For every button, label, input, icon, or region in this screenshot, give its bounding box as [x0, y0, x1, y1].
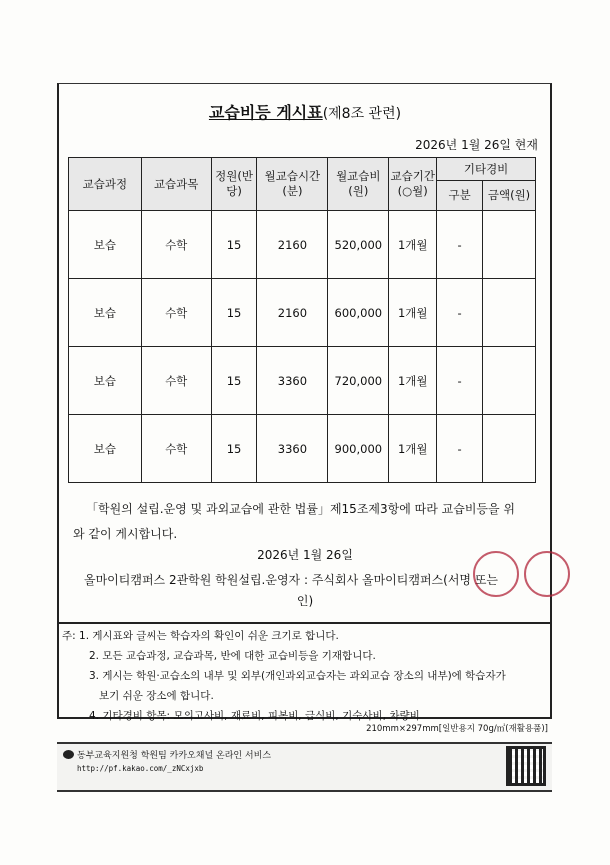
- header-monthly-fee: 월교습비(원): [328, 158, 389, 211]
- cell-category: -: [437, 211, 483, 279]
- cell-course: 보습: [69, 279, 142, 347]
- cell-category: -: [437, 415, 483, 483]
- cell-period: 1개월: [389, 347, 437, 415]
- cell-subject: 수학: [141, 279, 211, 347]
- cell-amount: [483, 347, 536, 415]
- cell-fee: 600,000: [328, 279, 389, 347]
- header-category: 구분: [437, 181, 483, 211]
- cell-course: 보습: [69, 211, 142, 279]
- cell-period: 1개월: [389, 211, 437, 279]
- official-seal-2: [524, 551, 570, 597]
- cell-hours: 2160: [257, 211, 328, 279]
- note-item: 1. 게시표와 글씨는 학습자의 확인이 쉬운 크기로 합니다.: [79, 630, 339, 642]
- cell-subject: 수학: [141, 415, 211, 483]
- header-course: 교습과정: [69, 158, 142, 211]
- cell-amount: [483, 415, 536, 483]
- statement-line-1: 「학원의 설립.운영 및 과외교습에 관한 법률」제15조제3항에 따라 교습비등을 위: [86, 502, 515, 516]
- cell-fee: 900,000: [328, 415, 389, 483]
- cell-subject: 수학: [141, 347, 211, 415]
- cell-hours: 3360: [257, 415, 328, 483]
- note-item: 2. 모든 교습과정, 교습과목, 반에 대한 교습비등을 기재합니다.: [89, 650, 376, 662]
- cell-capacity: 15: [211, 347, 257, 415]
- notes-label: 주:: [62, 630, 76, 642]
- table-row: [69, 211, 536, 279]
- title-sub: (제8조 관련): [322, 106, 402, 122]
- cell-hours: 3360: [257, 347, 328, 415]
- table-row: [69, 347, 536, 415]
- footer-banner: [57, 742, 552, 792]
- divider: [57, 622, 552, 624]
- header-capacity: 정원(반당): [211, 158, 257, 211]
- cell-capacity: 15: [211, 415, 257, 483]
- cell-category: -: [437, 347, 483, 415]
- table-row: [69, 279, 536, 347]
- official-seal: [473, 551, 519, 597]
- cell-fee: 520,000: [328, 211, 389, 279]
- footer-service: 동부교육지원청 학원팀 카카오채널 온라인 서비스: [77, 751, 272, 761]
- cell-period: 1개월: [389, 415, 437, 483]
- header-amount: 금액(원): [483, 181, 536, 211]
- fee-table: [68, 157, 536, 483]
- cell-category: -: [437, 279, 483, 347]
- note-item: 4. 기타경비 항목: 모의고사비, 재료비, 피복비, 급식비, 기숙사비, 차량비: [89, 710, 420, 722]
- cell-amount: [483, 279, 536, 347]
- cell-course: 보습: [69, 347, 142, 415]
- document-title: [0, 100, 610, 123]
- title-main: 교습비등 게시표: [208, 103, 323, 122]
- header-period: 교습기간(○월): [389, 158, 437, 211]
- statement-line-2: 와 같이 게시합니다.: [73, 527, 178, 541]
- cell-subject: 수학: [141, 211, 211, 279]
- cell-period: 1개월: [389, 279, 437, 347]
- header-monthly-hours: 월교습시간(분): [257, 158, 328, 211]
- cell-fee: 720,000: [328, 347, 389, 415]
- signer-line-2: 인): [296, 594, 314, 608]
- as-of-date: 2026년 1월 26일 현재: [415, 138, 538, 152]
- cell-capacity: 15: [211, 211, 257, 279]
- note-item: 보기 쉬운 장소에 합니다.: [99, 690, 214, 702]
- footer-url[interactable]: http://pf.kakao.com/_zNCxjxb: [77, 764, 204, 773]
- signer-line: 올마이티캠퍼스 2관학원 학원설립.운영자 : 주식회사 올마이티캠퍼스(서명 또는: [84, 573, 499, 587]
- header-other-expenses: 기타경비: [437, 158, 536, 181]
- table-row: [69, 415, 536, 483]
- cell-hours: 2160: [257, 279, 328, 347]
- cell-capacity: 15: [211, 279, 257, 347]
- paper-size-note: 210mm×297mm[일반용지 70g/㎡(재활용품)]: [366, 724, 548, 734]
- kakao-chat-icon: [63, 750, 74, 759]
- header-subject: 교습과목: [141, 158, 211, 211]
- qr-code[interactable]: [506, 746, 546, 786]
- note-item: 3. 게시는 학원·교습소의 내부 및 외부(개인과외교습자는 과외교습 장소의 내부)에 학습자가: [89, 670, 506, 682]
- statement-date: 2026년 1월 26일: [257, 548, 353, 562]
- cell-course: 보습: [69, 415, 142, 483]
- cell-amount: [483, 211, 536, 279]
- notes: [62, 626, 506, 726]
